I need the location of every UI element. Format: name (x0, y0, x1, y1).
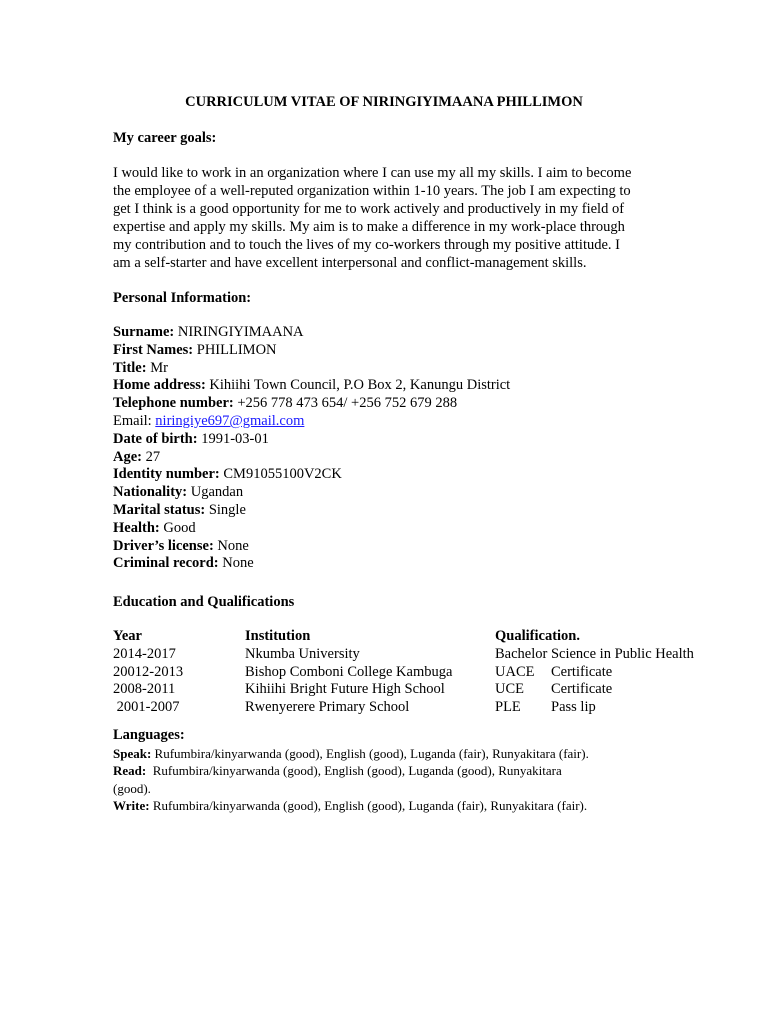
identity-label: Identity number: (113, 466, 220, 483)
nationality-row (113, 484, 510, 502)
education-award: Pass lip (551, 699, 596, 716)
education-heading: Education and Qualifications (113, 594, 295, 610)
age-value: 27 (142, 448, 161, 465)
write-row (113, 797, 673, 815)
nationality-label: Nationality: (113, 484, 188, 501)
criminal-record-row (113, 555, 510, 573)
age-label: Age: (113, 448, 142, 465)
speak-value: Rufumbira/kinyarwanda (good), English (good), Luganda (fair), Runyakitara (fair). (151, 745, 589, 761)
read-row (113, 762, 673, 780)
education-award: Certificate (551, 681, 613, 698)
career-line: get I think is a good opportunity for me to work actively and productively in my field of (113, 201, 625, 218)
health-value: Good (159, 519, 196, 536)
education-award: Certificate (551, 663, 613, 680)
first-names-label: First Names: (113, 341, 194, 358)
education-institution: Rwenyerere Primary School (245, 699, 410, 716)
career-goals-heading: My career goals: (113, 130, 217, 146)
education-year: 2014-2017 (113, 645, 176, 662)
first-names-row (113, 342, 510, 360)
languages-section (113, 727, 673, 815)
qualification-header: Qualification. (495, 628, 580, 644)
marital-value: Single (205, 501, 246, 518)
title-value: Mr (146, 359, 168, 376)
title-label: Title: (113, 359, 147, 376)
drivers-license-label: Driver’s license: (113, 537, 214, 554)
write-label: Write: (113, 798, 150, 814)
career-line: my contribution and to touch the lives of my co-workers through my positive attitude. I (113, 237, 621, 254)
year-header: Year (113, 628, 142, 644)
surname-row (113, 324, 510, 342)
read-row-continued: (good). (113, 780, 151, 796)
email-label: Email: (113, 412, 156, 429)
document-title: CURRICULUM VITAE OF NIRINGIYIMAANA PHILLIMON (185, 94, 583, 110)
education-qualification: UCE (495, 681, 524, 698)
identity-value: CM91055100V2CK (219, 466, 342, 483)
education-institution: Nkumba University (245, 645, 360, 662)
criminal-record-label: Criminal record: (113, 555, 219, 572)
speak-label: Speak: (113, 745, 152, 761)
telephone-label: Telephone number: (113, 395, 234, 412)
email-link[interactable]: niringiye697@gmail.com (155, 412, 305, 429)
title-row (113, 360, 510, 378)
education-qualification: PLE (495, 699, 521, 716)
marital-row (113, 502, 510, 520)
education-year: 2001-2007 (113, 699, 180, 716)
education-year: 2008-2011 (113, 681, 176, 698)
read-label: Read: (113, 763, 147, 779)
first-names-value: PHILLIMON (193, 341, 277, 358)
age-row (113, 449, 510, 467)
telephone-value: +256 778 473 654/ +256 752 679 288 (233, 395, 458, 412)
education-qualification: Bachelor Science in Public Health (495, 645, 694, 662)
education-qualification: UACE (495, 663, 535, 680)
home-address-value: Kihiihi Town Council, P.O Box 2, Kanungu District (205, 377, 511, 394)
languages-heading: Languages: (113, 727, 185, 743)
institution-header: Institution (245, 628, 311, 644)
career-line: expertise and apply my skills. My aim is to make a difference in my work-place through (113, 219, 625, 236)
read-value: Rufumbira/kinyarwanda (good), English (good), Luganda (good), Runyakitara (146, 763, 562, 779)
personal-info-list (113, 324, 510, 573)
speak-row (113, 745, 673, 763)
identity-row (113, 466, 510, 484)
career-line: the employee of a well-reputed organization within 1-10 years. The job I am expecting to (113, 183, 631, 200)
dob-value: 1991-03-01 (197, 430, 269, 447)
nationality-value: Ugandan (187, 484, 244, 501)
career-line: I would like to work in an organization where I can use my all my skills. I aim to become (113, 165, 632, 181)
home-address-row (113, 377, 510, 395)
career-line: am a self-starter and have excellent interpersonal and conflict-management skills. (113, 255, 587, 272)
surname-label: Surname: (113, 324, 175, 340)
dob-label: Date of birth: (113, 430, 198, 447)
drivers-license-row (113, 538, 510, 556)
surname-value: NIRINGIYIMAANA (174, 324, 304, 340)
telephone-row (113, 395, 510, 413)
write-value: Rufumbira/kinyarwanda (good), English (good), Luganda (fair), Runyakitara (fair). (149, 798, 588, 814)
email-row (113, 413, 510, 431)
marital-label: Marital status: (113, 501, 206, 518)
drivers-license-value: None (213, 537, 249, 554)
personal-info-heading: Personal Information: (113, 290, 252, 306)
criminal-record-value: None (218, 555, 254, 572)
education-year: 20012-2013 (113, 663, 184, 680)
education-institution: Bishop Comboni College Kambuga (245, 663, 453, 680)
career-goals-paragraph (113, 164, 661, 273)
health-label: Health: (113, 519, 160, 536)
home-address-label: Home address: (113, 377, 206, 394)
education-institution: Kihiihi Bright Future High School (245, 681, 445, 698)
health-row (113, 520, 510, 538)
dob-row (113, 431, 510, 449)
